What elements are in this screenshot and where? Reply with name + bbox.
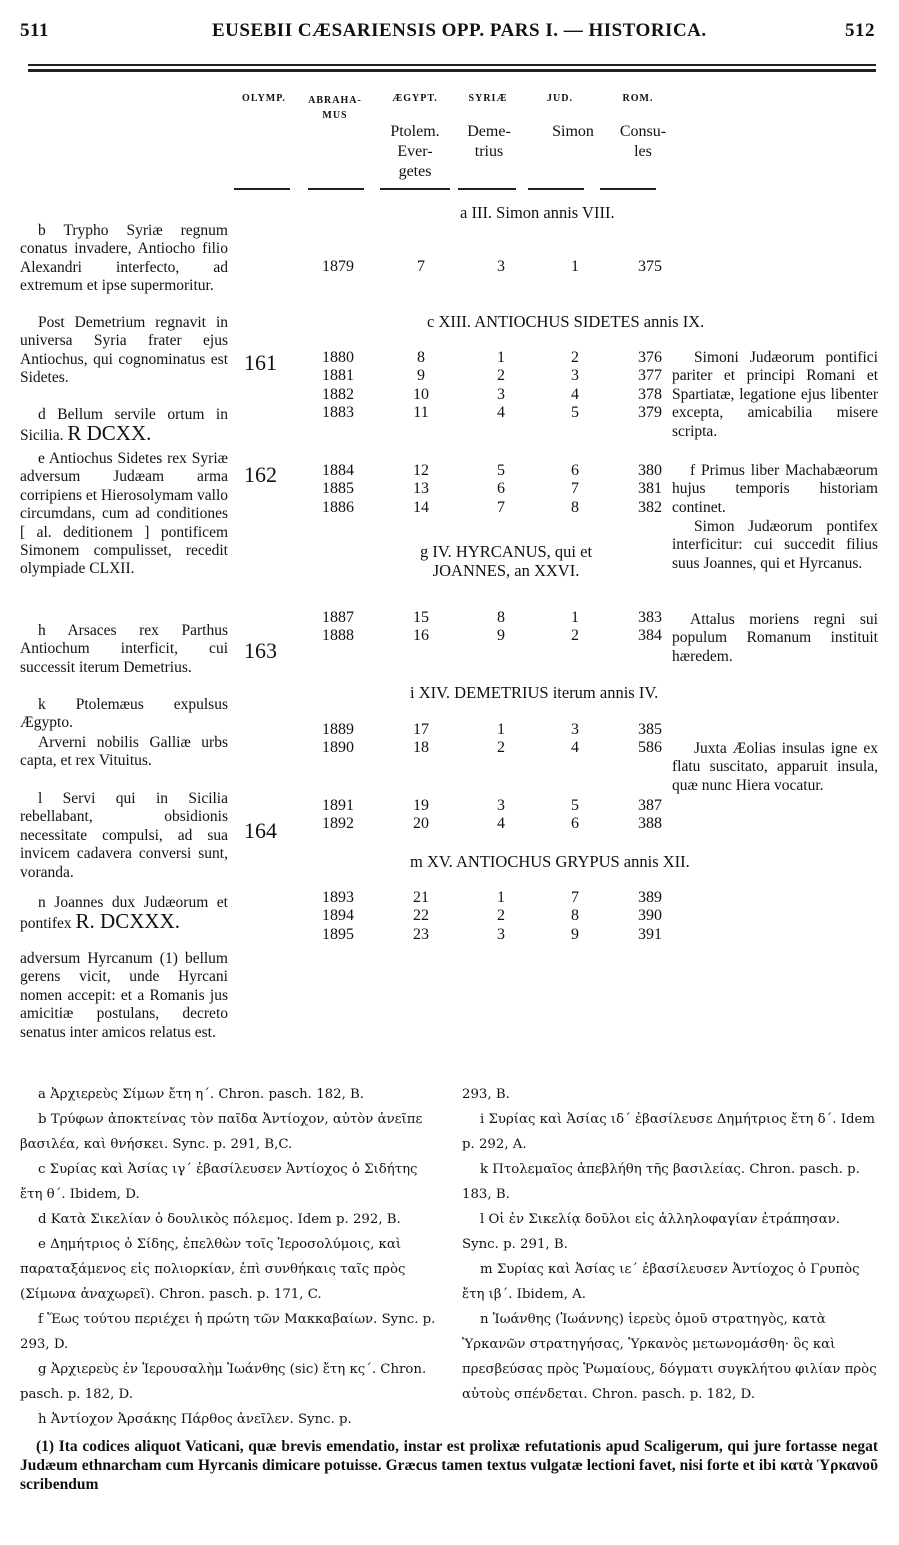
table-cell-group [484,797,518,834]
table-cell-group [484,609,518,646]
table-cell-aeg: 18 [413,739,429,757]
reign-hyrcanus: g IV. HYRCANUS, qui et JOANNES, an XXVI. [420,542,593,580]
col-head-rom: ROM. [622,93,654,104]
table-cell-group [484,349,518,422]
footnote-h-continued: 293, B. [462,1087,510,1102]
table-cell-abr: 1889 [322,721,354,738]
col-sub-syriae: Deme- trius [467,123,511,160]
right-note-attalus: Attalus moriens regni sui populum Romanum instituit hæredem. [672,611,878,665]
table-cell-abr: 1880 [322,349,354,366]
reign-demetrius: i XIV. DEMETRIUS iterum annis IV. [410,683,659,702]
table-cell-jud: 5 [571,797,579,814]
table-cell-jud: 4 [571,385,579,403]
table-cell-rom: 380 [638,462,662,479]
footnote-b: b Τρύφων ἀποκτείνας τὸν παῖδα Ἀντίοχον, αὐτὸν ἀνεῖπε βασιλέα, καὶ θνήσκει. Sync. p. 291, B,C. [20,1112,423,1152]
table-cell-jud: 2 [571,627,579,645]
note-b: b Trypho Syriæ regnum conatus invadere, Antiocho filio Alexandri interfecto, ad extremum et ipse supermoritur. [20,222,228,295]
table-cell-group [318,349,358,422]
table-cell-aeg: 10 [413,385,429,403]
table-cell-rom: 388 [638,815,662,833]
table-cell-jud: 2 [571,349,579,366]
right-note-4 [672,740,878,795]
footnote-h: h Ἀντίοχον Ἀρσάκης Πάρθος ἀνεῖλεν. Sync. p. [38,1412,352,1427]
table-cell-group [558,609,592,646]
footnote-n: n Ἰωάνθης (Ἰωάννης) ἱερεὺς ὁμοῦ στρατηγὸς, κατὰ Ὑρκανῶν στρατηγήσας, Ὑρκανὸς μετωνομάσθη· ὃς καὶ πρεσβεύσας πρὸς Ῥωμαίους, δόγματι συγκλήτου φιλίαν πρὸς αὐτοὺς σπένδεται. Chron. pasch. p. 182, D. [462,1312,877,1402]
table-cell-abr: 1891 [322,797,354,814]
table-cell-rom: 376 [638,349,662,366]
table-cell-group [404,349,438,422]
table-cell-group [558,889,592,944]
table-cell-jud: 1 [571,258,579,275]
table-cell-group [404,721,438,758]
col-head-syriae: SYRIÆ [468,93,508,104]
table-cell-syr: 1 [497,721,505,738]
table-cell-syr: 1 [497,889,505,906]
table-cell-jud: 7 [571,889,579,906]
right-note-3 [672,611,878,666]
table-cell-syr: 9 [497,627,505,645]
table-cell-group [632,349,668,422]
table-cell-syr: 2 [497,367,505,385]
table-cell-rom: 586 [638,739,662,757]
table-cell-syr: 3 [497,258,505,275]
page-number-left: 511 [20,20,49,41]
table-cell-group [558,462,592,517]
table-cell-group [632,258,668,276]
table-cell-aeg: 14 [413,498,429,516]
table-cell-rom: 390 [638,907,662,925]
note-e: e Antiochus Sidetes rex Syriæ adversum Judæam arma corripiens et Hierosolymam vallo circumdans, cum ad conditiones [ al. deditionem ] pontificem Simonem compulisset, recedit olympiade CLXII. [20,450,228,578]
right-note-f [672,462,878,517]
table-cell-group [404,889,438,944]
table-cell-rom: 387 [638,797,662,814]
table-cell-rom: 382 [638,498,662,516]
table-cell-abr: 1881 [322,367,354,385]
table-cell-group [558,258,592,276]
note-d-text: d Bellum servile ortum in Sicilia. [20,406,228,445]
left-notes [20,222,228,1042]
table-cell-syr: 3 [497,925,505,943]
table-cell-group [558,349,592,422]
right-note-f-text: f Primus liber Machabæorum hujus temporis historiam continet. [672,462,878,516]
footnote-i: i Συρίας καὶ Ἀσίας ιδ΄ ἐβασίλευσε Δημήτριος ἔτη δ΄. Idem p. 292, A. [462,1112,875,1152]
table-cell-group [632,609,668,646]
footnote-m: m Συρίας καὶ Ἀσίας ιε΄ ἐβασίλευσεν Ἀντίοχος ὁ Γρυπὸς ἔτη ιβ΄. Ibidem, A. [462,1262,860,1302]
col-head-jud: JUD. [547,93,573,104]
footnote-c: c Συρίας καὶ Ἀσίας ιγ΄ ἐβασίλευσεν Ἀντίοχος ὁ Σιδήτης ἔτη θ΄. Ibidem, D. [20,1162,418,1202]
table-cell-rom: 379 [638,403,662,421]
table-cell-abr: 1883 [322,403,354,421]
right-note-simon-killed: Simon Judæorum pontifex interficitur: cui succedit filius suus Joannes, qui et Hyrcanus. [672,518,878,572]
table-cell-syr: 1 [497,349,505,366]
table-cell-aeg: 22 [413,907,429,925]
reign-antiochus-grypus: m XV. ANTIOCHUS GRYPUS annis XII. [410,852,690,871]
col-rule [458,188,516,190]
olympiad-164: 164 [244,818,277,843]
right-note-1 [672,349,878,441]
footnote-d: d Κατὰ Σικελίαν ὁ δουλικὸς πόλεμος. Idem p. 292, B. [38,1212,401,1227]
header-rule [28,64,876,66]
table-cell-abr: 1885 [322,480,354,498]
table-cell-group [318,721,358,758]
col-rule [600,188,656,190]
table-cell-rom: 377 [638,367,662,385]
table-cell-aeg: 16 [413,627,429,645]
table-cell-jud: 6 [571,815,579,833]
note-d [20,406,228,450]
note-n-roman-year: R. DCXXX. [75,909,180,934]
table-cell-abr: 1893 [322,889,354,906]
table-cell-jud: 8 [571,498,579,516]
table-cell-syr: 8 [497,609,505,626]
note-n-continued: adversum Hyrcanum (1) bellum gerens vicit, unde Hyrcani nomen accepit: et a Romanis jus amicitiæ postulans, decreto senatus inter amicos relatus est. [20,950,228,1041]
table-cell-syr: 2 [497,907,505,925]
header-rule-thick [28,69,876,72]
table-cell-group [484,889,518,944]
col-head-aegypt: ÆGYPT. [392,93,438,104]
table-cell-syr: 2 [497,739,505,757]
col-rule [308,188,364,190]
footnote-e: e Δημήτριος ὁ Σίδης, ἐπελθὼν τοῖς Ἱεροσολύμοις, καὶ παραταξάμενος εἰς πολιορκίαν, ἐπὶ συνθήκαις ταῖς πρὸς (Σίμωνα ἀναχωρεῖ). Chron. pasch. p. 171, C. [20,1237,406,1302]
table-cell-group [484,721,518,758]
table-cell-syr: 3 [497,797,505,814]
table-cell-abr: 1882 [322,385,354,403]
table-cell-group [632,889,668,944]
footnote-f: f Ἕως τούτου περιέχει ἡ πρώτη τῶν Μακκαβαίων. Sync. p. 293, D. [20,1312,436,1352]
table-cell-aeg: 21 [413,889,429,906]
olympiad-163: 163 [244,638,277,663]
note-n [20,894,228,950]
table-cell-group [318,258,358,276]
table-cell-jud: 3 [571,367,579,385]
note-arverni: Arverni nobilis Galliæ urbs capta, et rex Vituitus. [20,734,228,770]
col-rule [234,188,290,190]
col-sub-jud: Simon [552,123,594,140]
footnotes-left [20,1082,440,1432]
table-cell-syr: 4 [497,403,505,421]
table-cell-aeg: 17 [413,721,429,738]
table-cell-abr: 1892 [322,815,354,833]
note-post: Post Demetrium regnavit in universa Syria frater ejus Antiochus, qui cognominatus est Sidetes. [20,314,228,387]
footnote-l: l Οἱ ἐν Σικελίᾳ δοῦλοι εἰς ἀλληλοφαγίαν ἐτράπησαν. Sync. p. 291, B. [462,1212,841,1252]
footnote-a: a Ἀρχιερεὺς Σίμων ἔτη η΄. Chron. pasch. 182, B. [38,1087,365,1102]
table-cell-syr: 4 [497,815,505,833]
table-cell-jud: 8 [571,907,579,925]
olympiad-162: 162 [244,462,277,487]
reign-simon: a III. Simon annis VIII. [460,203,615,222]
note-d-roman-year: R DCXX. [67,421,152,446]
col-rule [528,188,584,190]
table-cell-aeg: 23 [413,925,429,943]
table-cell-aeg: 13 [413,480,429,498]
table-cell-abr: 1895 [322,925,354,943]
table-cell-aeg: 7 [417,258,425,275]
table-cell-group [318,462,358,517]
running-title: EUSEBII CÆSARIENSIS OPP. PARS I. — HISTORICA. [212,20,707,41]
table-cell-jud: 9 [571,925,579,943]
table-cell-rom: 383 [638,609,662,626]
table-cell-syr: 5 [497,462,505,479]
bottom-footnote [20,1437,878,1494]
note-l: l Servi qui in Sicilia rebellabant, obsidionis necessitate compulsi, ad sua invicem cadavera conversi sunt, voranda. [20,790,228,881]
table-cell-jud: 7 [571,480,579,498]
col-sub-aegypt: Ptolem. Ever- getes [390,123,440,180]
page-number-right: 512 [845,20,875,41]
table-cell-abr: 1894 [322,907,354,925]
table-cell-rom: 385 [638,721,662,738]
table-cell-abr: 1879 [322,258,354,275]
table-cell-jud: 1 [571,609,579,626]
table-cell-group [404,462,438,517]
footnote-g: g Ἀρχιερεὺς ἐν Ἱερουσαλὴμ Ἰωάνθης (sic) ἔτη κς΄. Chron. pasch. p. 182, D. [20,1362,427,1402]
table-cell-rom: 375 [638,258,662,275]
table-cell-group [404,609,438,646]
bottom-footnote-text: (1) Ita codices aliquot Vaticani, quæ brevis emendatio, instar est prolixæ refutationis apud Scaligerum, qui jure fortasse negat Judæum ethnarcham cum Hyrcanis dimicare potuisse. Græcus tamen textus vulgatæ lectioni favet, nisi forte et ibi κατὰ Ὑρκανοῦ scribendum [20,1438,878,1493]
table-cell-aeg: 15 [413,609,429,626]
right-note-hiera: Juxta Æolias insulas igne ex flatu suscitato, apparuit insula, quæ nunc Hiera vocatur. [672,740,878,794]
table-cell-abr: 1890 [322,739,354,757]
table-cell-jud: 3 [571,721,579,738]
table-cell-aeg: 9 [417,367,425,385]
table-cell-aeg: 8 [417,349,425,366]
table-cell-group [318,797,358,834]
table-cell-group [632,462,668,517]
table-cell-abr: 1884 [322,462,354,479]
note-k: k Ptolemæus expulsus Ægypto. [20,696,228,732]
table-cell-group [318,889,358,944]
table-cell-group [632,721,668,758]
table-cell-group [632,797,668,834]
right-note-simon: Simoni Judæorum pontifici pariter et principi Romani et Spartiatæ, legatione ejus libenter excepta, amicabilia misere scripta. [672,349,878,440]
table-cell-group [484,258,518,276]
table-cell-rom: 389 [638,889,662,906]
note-n-text: n Joannes dux Judæorum et pontifex [20,894,228,933]
reign-antiochus-sidetes: c XIII. ANTIOCHUS SIDETES annis IX. [427,312,705,331]
col-head-abraham: ABRAHA- MUS [308,95,362,121]
col-sub-rom: Consu- les [619,123,667,160]
table-cell-rom: 391 [638,925,662,943]
table-cell-jud: 6 [571,462,579,479]
table-cell-jud: 5 [571,403,579,421]
table-cell-group [318,609,358,646]
olympiad-161: 161 [244,350,277,375]
col-head-olymp: OLYMP. [242,93,286,104]
table-cell-aeg: 19 [413,797,429,814]
table-cell-syr: 3 [497,385,505,403]
table-cell-syr: 6 [497,480,505,498]
right-note-2 [672,518,878,573]
table-cell-group [404,258,438,276]
col-rule [380,188,450,190]
table-cell-group [558,797,592,834]
table-cell-abr: 1886 [322,498,354,516]
table-cell-aeg: 11 [413,403,429,421]
table-cell-abr: 1888 [322,627,354,645]
note-h: h Arsaces rex Parthus Antiochum interficit, cui successit iterum Demetrius. [20,622,228,676]
footnote-k: k Πτολεμαῖος ἀπεβλήθη τῆς βασιλείας. Chron. pasch. p. 183, B. [462,1162,860,1202]
table-cell-group [404,797,438,834]
table-cell-group [558,721,592,758]
table-cell-group [484,462,518,517]
table-cell-rom: 381 [638,480,662,498]
table-cell-jud: 4 [571,739,579,757]
table-cell-rom: 384 [638,627,662,645]
table-cell-syr: 7 [497,498,505,516]
table-cell-aeg: 12 [413,462,429,479]
table-cell-rom: 378 [638,385,662,403]
table-cell-aeg: 20 [413,815,429,833]
table-cell-abr: 1887 [322,609,354,626]
footnotes-right [462,1082,878,1407]
